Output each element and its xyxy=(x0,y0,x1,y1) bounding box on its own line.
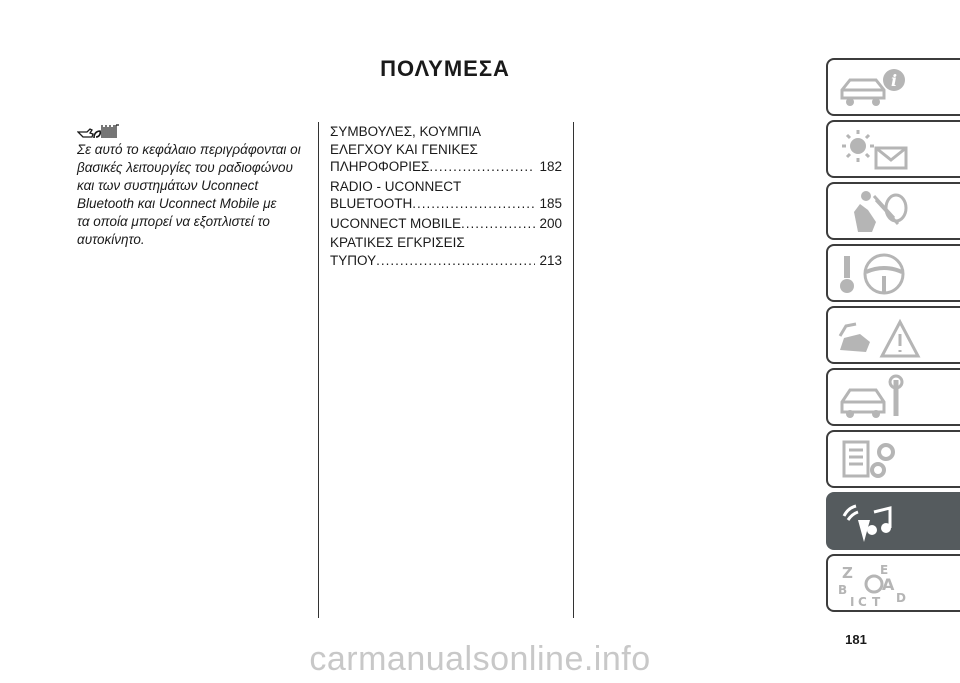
toc-leader-dots xyxy=(376,252,535,270)
column-divider-right xyxy=(573,122,574,618)
car-info-icon xyxy=(836,64,926,112)
index-letter: B xyxy=(838,583,848,597)
toc-page-number: 185 xyxy=(539,196,562,211)
index-letter: T xyxy=(872,595,881,608)
intro-line: τα οποία μπορεί να εξοπλιστεί το xyxy=(77,214,270,229)
intro-line: Σε αυτό το κεφάλαιο περιγράφονται οι xyxy=(77,142,301,157)
intro-line: βασικές λειτουργίες του ραδιοφώνου xyxy=(77,160,293,175)
intro-line: και των συστημάτων Uconnect xyxy=(77,178,259,193)
toc-entry-title-line: ΚΡΑΤΙΚΕΣ ΕΓΚΡΙΣΕΙΣ xyxy=(330,235,465,250)
tab-car-info[interactable] xyxy=(826,58,960,116)
intro-line: Bluetooth και Uconnect Mobile με xyxy=(77,196,277,211)
toc-entry-title-line: ΠΛΗΡΟΦΟΡΙΕΣ xyxy=(330,159,430,174)
key-steering-wheel-icon xyxy=(836,250,926,298)
warning-light-message-icon xyxy=(836,126,926,174)
column-divider-left xyxy=(318,122,319,618)
svg-text:i: i xyxy=(891,71,898,90)
index-letter: A xyxy=(882,575,895,594)
toc-entry-title-line: BLUETOOTH xyxy=(330,196,413,211)
technical-data-gears-icon xyxy=(836,436,926,484)
hand-pointing-note-icon xyxy=(77,122,121,140)
toc-leader-dots xyxy=(412,195,535,213)
toc-leader-dots xyxy=(429,158,535,176)
tab-safety[interactable] xyxy=(826,182,960,240)
toc-leader-dots xyxy=(461,215,535,233)
tab-technical-data[interactable] xyxy=(826,430,960,488)
watermark: carmanualsonline.info xyxy=(309,640,651,678)
tab-starting-driving[interactable] xyxy=(826,244,960,302)
tab-index[interactable] xyxy=(826,554,960,612)
toc-page-number: 200 xyxy=(539,215,562,231)
tab-multimedia[interactable] xyxy=(826,492,960,550)
car-crash-warning-icon xyxy=(836,312,926,360)
page-number: 181 xyxy=(845,632,867,647)
toc-page-number: 213 xyxy=(539,252,562,268)
tab-emergency[interactable] xyxy=(826,306,960,364)
index-letter: E xyxy=(880,563,889,577)
toc-entry-title-line: ΤΥΠΟΥ xyxy=(330,252,377,268)
index-letter: D xyxy=(896,591,906,605)
tab-warning-lights[interactable] xyxy=(826,120,960,178)
toc-entry-title-line: ΣΥΜΒΟΥΛΕΣ, ΚΟΥΜΠΙΑ xyxy=(330,124,481,139)
toc-entry-title-line: UCONNECT MOBILE xyxy=(330,215,462,231)
toc-entry-approvals[interactable] xyxy=(330,234,562,269)
toc-page-number: 182 xyxy=(539,159,562,174)
index-letter: I xyxy=(850,595,855,608)
alphabetical-index-icon xyxy=(836,560,926,608)
car-maintenance-tools-icon xyxy=(836,374,926,422)
index-letter: Z xyxy=(842,564,853,582)
seat-airbag-icon xyxy=(836,188,926,236)
toc-entry-tips[interactable] xyxy=(330,123,562,176)
tab-maintenance[interactable] xyxy=(826,368,960,426)
intro-line: αυτοκίνητο. xyxy=(77,232,145,247)
index-letter: C xyxy=(858,595,867,608)
toc-entry-radio-uconnect[interactable] xyxy=(330,178,562,213)
toc-entry-title-line: ΕΛΕΓΧΟΥ ΚΑΙ ΓΕΝΙΚΕΣ xyxy=(330,141,478,157)
toc-entry-title-line: RADIO - UCONNECT xyxy=(330,178,462,194)
page-title: ΠΟΛΥΜΕΣΑ xyxy=(380,56,510,81)
toc-entry-uconnect-mobile[interactable] xyxy=(330,215,562,233)
table-of-contents xyxy=(330,123,562,271)
multimedia-music-icon xyxy=(836,498,926,546)
intro-paragraph xyxy=(77,141,307,249)
